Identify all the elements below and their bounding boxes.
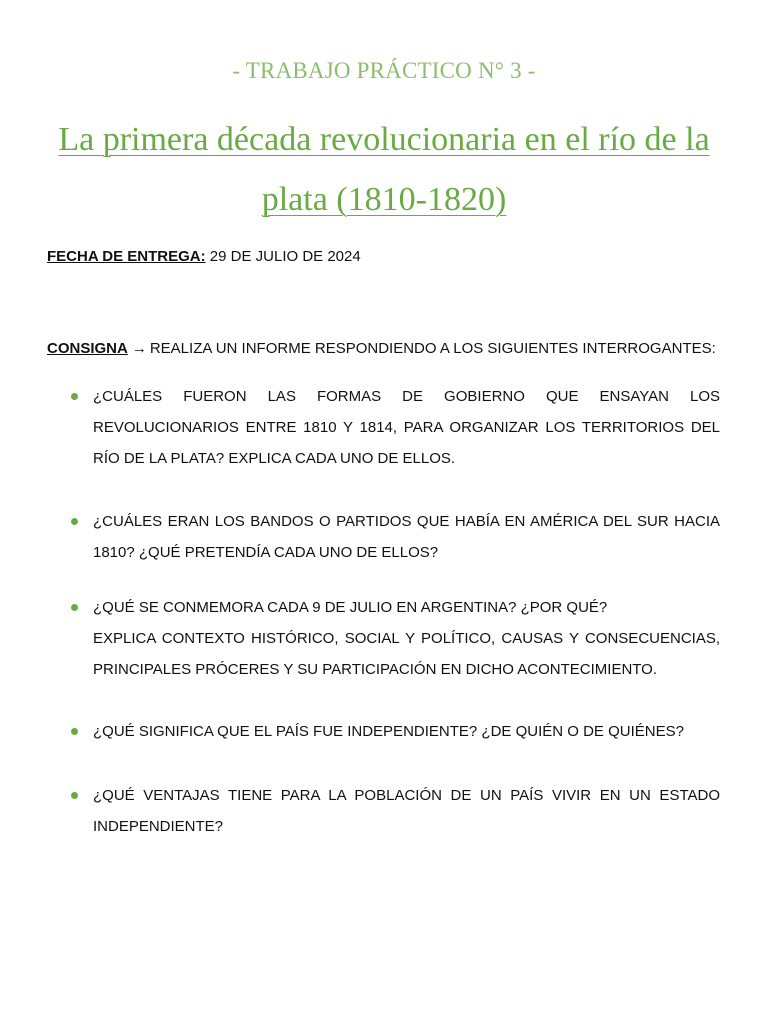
question-item <box>71 716 720 747</box>
bullet-icon <box>71 728 78 735</box>
question-text: ¿CUÁLES FUERON LAS FORMAS DE GOBIERNO QUE ENSAYAN LOS REVOLUCIONARIOS ENTRE 1810 Y 1814, PARA ORGANIZAR LOS TERRITORIOS DEL RÍO DE LA PLATA? EXPLICA CADA UNO DE ELLOS. <box>93 388 720 467</box>
due-date-label: FECHA DE ENTREGA: <box>47 248 206 265</box>
question-text: ¿QUÉ SE CONMEMORA CADA 9 DE JULIO EN ARGENTINA? ¿POR QUÉ? <box>93 599 608 616</box>
bullet-icon <box>71 518 78 525</box>
question-item <box>71 780 720 842</box>
question-text: ¿CUÁLES ERAN LOS BANDOS O PARTIDOS QUE HABÍA EN AMÉRICA DEL SUR HACIA 1810? ¿QUÉ PRETENDÍA CADA UNO DE ELLOS? <box>93 513 720 561</box>
question-item <box>71 592 720 685</box>
question-item <box>71 506 720 568</box>
instructions-line <box>47 340 716 357</box>
assignment-subtitle: - TRABAJO PRÁCTICO N° 3 - <box>232 58 536 83</box>
bullet-icon <box>71 792 78 799</box>
question-text: ¿QUÉ VENTAJAS TIENE PARA LA POBLACIÓN DE UN PAÍS VIVIR EN UN ESTADO INDEPENDIENTE? <box>93 787 720 835</box>
question-text: ¿QUÉ SIGNIFICA QUE EL PAÍS FUE INDEPENDIENTE? ¿DE QUIÉN O DE QUIÉNES? <box>93 723 684 740</box>
question-subtext: EXPLICA CONTEXTO HISTÓRICO, SOCIAL Y POLÍTICO, CAUSAS Y CONSECUENCIAS, PRINCIPALES PRÓCERES Y SU PARTICIPACIÓN EN DICHO ACONTECIMIENTO. <box>93 630 720 678</box>
page-title: La primera década revolucionaria en el río de la plata (1810-1820) <box>58 121 710 218</box>
instructions-label: CONSIGNA <box>47 340 128 357</box>
question-item <box>71 381 720 474</box>
bullet-icon <box>71 604 78 611</box>
due-date-line <box>47 248 361 265</box>
arrow-right-icon: → <box>131 340 147 357</box>
bullet-icon <box>71 393 78 400</box>
instructions-text: REALIZA UN INFORME RESPONDIENDO A LOS SIGUIENTES INTERROGANTES: <box>149 340 716 357</box>
due-date-value: 29 DE JULIO DE 2024 <box>205 248 361 265</box>
